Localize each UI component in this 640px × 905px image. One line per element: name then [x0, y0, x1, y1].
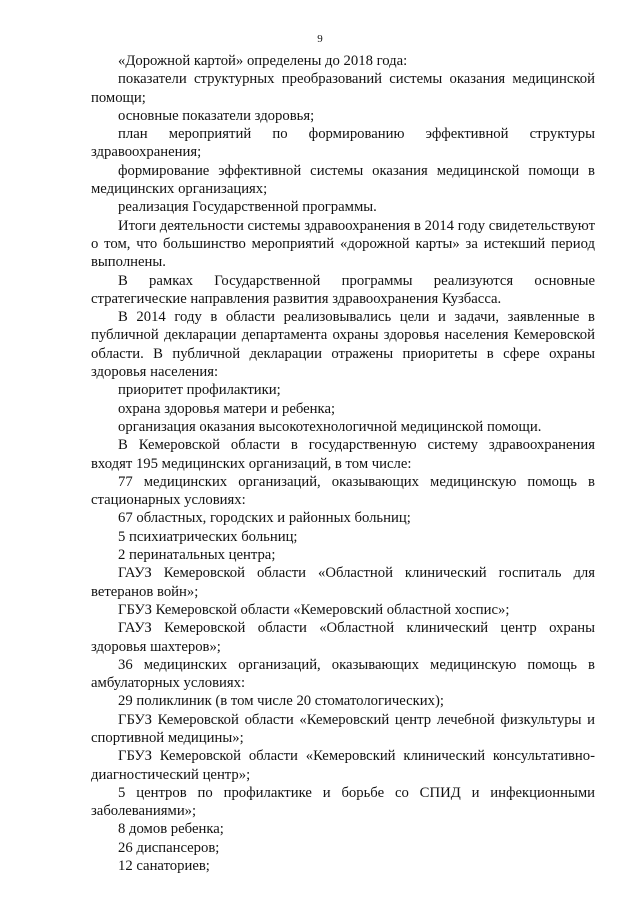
paragraph: 36 медицинских организаций, оказывающих медицинскую помощь в амбулаторных условиях: [91, 656, 595, 692]
paragraph: приоритет профилактики; [118, 382, 281, 399]
paragraph: ГБУЗ Кемеровской области «Кемеровский областной хоспис»; [118, 601, 510, 618]
paragraph: ГБУЗ Кемеровской области «Кемеровский центр лечебной физкультуры и спортивной медицины»; [91, 711, 595, 746]
page-number: 9 [317, 33, 323, 45]
paragraph: основные показатели здоровья; [118, 107, 315, 124]
paragraph: ГБУЗ Кемеровской области «Кемеровский клинический консультативно-диагностический центр»; [91, 748, 595, 783]
paragraph: 5 центров по профилактике и борьбе со СПИД и инфекционными заболеваниями»; [91, 784, 595, 820]
paragraph: 8 домов ребенка; [118, 821, 224, 838]
paragraph: 26 диспансеров; [118, 839, 220, 856]
paragraph: охрана здоровья матери и ребенка; [118, 400, 336, 417]
paragraph: ГАУЗ Кемеровской области «Областной клинический центр охраны здоровья шахтеров»; [91, 620, 595, 655]
paragraph: ГАУЗ Кемеровской области «Областной клинический госпиталь для ветеранов войн»; [91, 565, 595, 600]
paragraph: В рамках Государственной программы реализуются основные стратегические направления развития здравоохранения Кузбасса. [91, 272, 595, 307]
paragraph: организация оказания высокотехнологичной медицинской помощи. [118, 418, 542, 435]
paragraph: план мероприятий по формированию эффективной структуры здравоохранения; [91, 126, 595, 161]
paragraph: Итоги деятельности системы здравоохранения в 2014 году свидетельствуют о том, что большинство мероприятий «дорожной карты» за истекший период выполнены. [91, 217, 595, 271]
paragraph: «Дорожной картой» определены до 2018 года: [118, 53, 408, 69]
paragraph: 29 поликлиник (в том числе 20 стоматологических); [118, 693, 444, 710]
paragraph: 77 медицинских организаций, оказывающих медицинскую помощь в стационарных условиях: [91, 473, 595, 509]
paragraph: показатели структурных преобразований системы оказания медицинской помощи; [91, 71, 595, 106]
paragraph: реализация Государственной программы. [118, 199, 377, 216]
paragraph: 67 областных, городских и районных больниц; [118, 510, 411, 527]
paragraph: В 2014 году в области реализовывались цели и задачи, заявленные в публичной декларации департамента охраны здоровья населения Кемеровской области. В публичной декларации отражены приоритеты в сфере охраны здоровья населения: [91, 309, 595, 381]
paragraph: формирование эффективной системы оказания медицинской помощи в медицинских организациях; [91, 162, 595, 198]
paragraph: 12 санаториев; [118, 858, 210, 875]
paragraph: 5 психиатрических больниц; [118, 528, 298, 545]
document-body [91, 52, 595, 875]
paragraph: 2 перинатальных центра; [118, 547, 276, 564]
paragraph: В Кемеровской области в государственную систему здравоохранения входят 195 медицинских организаций, в том числе: [91, 437, 595, 472]
